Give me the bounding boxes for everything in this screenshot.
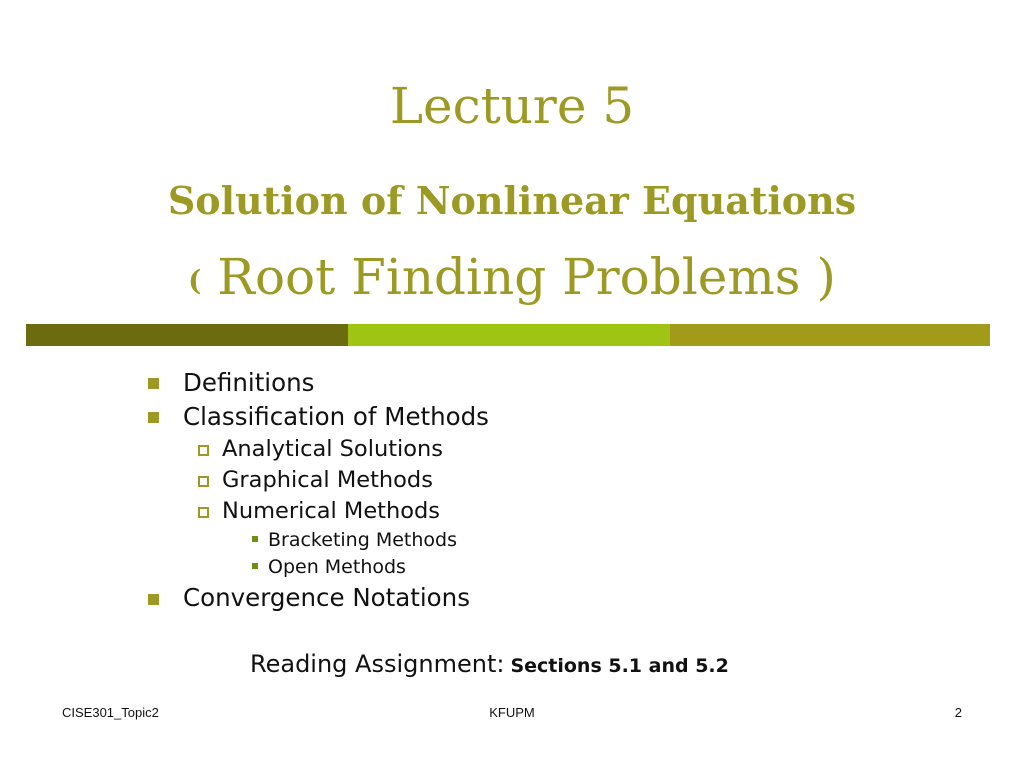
outline-list [0,364,1024,614]
page-number: 2 [954,705,962,720]
outline-item-classification: Classification of Methods [183,402,489,431]
subtitle [0,246,1024,312]
outline-subitem-numerical: Numerical Methods [222,498,441,524]
outline-item-definitions: Definitions [183,368,315,397]
reading-assignment [250,648,729,682]
hollow-square-bullet-icon [198,476,209,487]
square-bullet-icon [148,412,159,423]
outline-subitem-analytical: Analytical Solutions [222,436,444,462]
outline-item-convergence: Convergence Notations [183,583,470,612]
hollow-square-bullet-icon [198,445,209,456]
main-title: Solution of Nonlinear Equations [167,178,857,223]
square-bullet-icon [148,594,159,605]
hollow-square-bullet-icon [198,507,209,518]
subtitle-text: Root Finding Problems ) [201,248,836,306]
subtitle-open-paren: ( [188,264,202,297]
reading-sections: Sections 5.1 and 5.2 [510,655,729,677]
outline-subsubitem-bracketing: Bracketing Methods [268,529,457,551]
outline-subitem-graphical: Graphical Methods [222,467,433,493]
lecture-title: Lecture 5 [389,77,635,135]
small-square-bullet-icon [252,536,258,542]
reading-label: Reading Assignment: [250,650,505,678]
divider-bar-dark [26,324,348,346]
divider-bar-olive [670,324,990,346]
outline-subsubitem-open: Open Methods [268,556,406,578]
small-square-bullet-icon [252,563,258,569]
footer-course-code: CISE301_Topic2 [62,705,159,720]
square-bullet-icon [148,378,159,389]
footer-institution: KFUPM [489,705,535,720]
divider-bar-green [348,324,670,346]
